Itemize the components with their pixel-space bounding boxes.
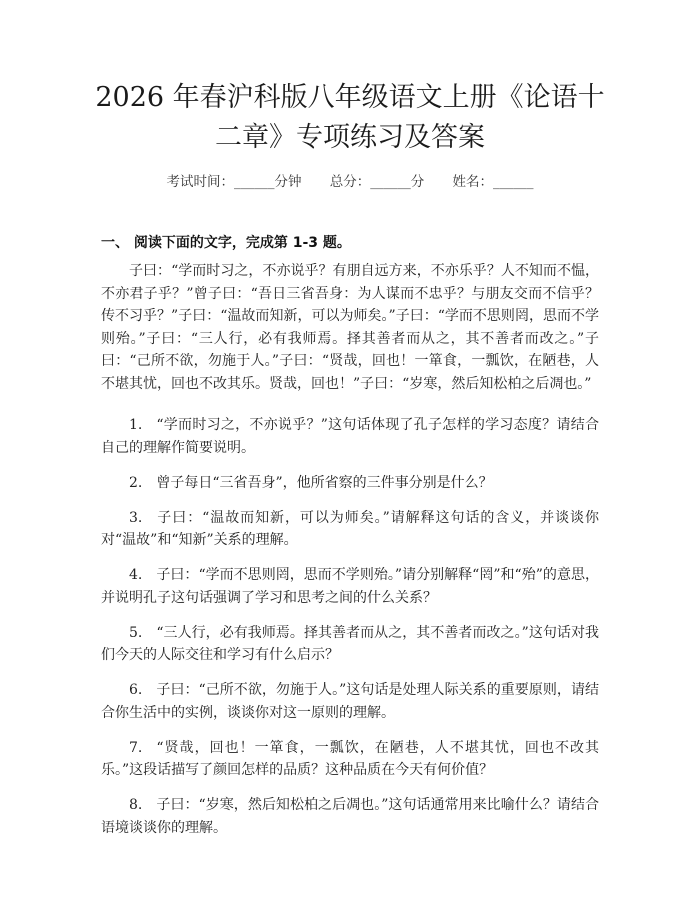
question-number: 2. [129,474,143,491]
question-item [101,507,599,552]
question-text: 曾子每日“三省吾身”，他所省察的三件事分别是什么？ [156,474,493,491]
question-number: 8. [129,797,143,813]
question-text: “学而时习之，不亦说乎？”这句话体现了孔子怎样的学习态度？请结合自己的理解作简要说明。 [101,417,599,456]
exam-meta [0,170,700,190]
question-item [101,414,599,459]
question-text: 子曰：“己所不欲，勿施于人。”这句话是处理人际关系的重要原则，请结合你生活中的实例，谈谈你对这一原则的理解。 [101,682,599,721]
student-name: 姓名：______ [452,174,534,190]
reading-passage: 子曰：“学而时习之，不亦说乎？有朋自远方来，不亦乐乎？人不知而不愠，不亦君子乎？”曾子曰：“吾日三省吾身：为人谋而不忠乎？与朋友交而不信乎？传不习乎？”子曰：“温故而知新，可以为师矣。”子曰：“学而不思则罔，思而不学则殆。”子曰：“三人行，必有我师焉。择其善者而从之，其不善者而改之。”子曰：“己所不欲，勿施于人。”子曰：“贤哉，回也！一箪食，一瓢饮，在陋巷，人不堪其忧，回也不改其乐。贤哉，回也！”子曰：“岁寒，然后知松柏之后凋也。” [101,263,599,392]
question-list [101,414,599,852]
question-number: 4. [129,567,143,583]
question-text: 子曰：“岁寒，然后知松柏之后凋也。”这句话通常用来比喻什么？请结合语境谈谈你的理解。 [101,797,599,836]
question-text: 子曰：“温故而知新，可以为师矣。”请解释这句话的含义，并谈谈你对“温故”和“知新”关系的理解。 [101,509,599,548]
question-number: 7. [129,739,143,756]
question-item [101,622,599,667]
question-number: 1. [129,417,143,433]
question-item [101,472,599,495]
question-item [101,679,599,724]
question-text: “三人行，必有我师焉。择其善者而从之，其不善者而改之。”这句话对我们今天的人际交往和学习有什么启示？ [101,624,599,663]
exam-time: 考试时间：______分钟 [166,174,302,190]
question-item [101,564,599,609]
question-text: 子曰：“学而不思则罔，思而不学则殆。”请分别解释“罔”和“殆”的意思，并说明孔子这句话强调了学习和思考之间的什么关系？ [101,567,599,606]
question-number: 6. [129,682,143,698]
question-text: “贤哉，回也！一箪食，一瓢饮，在陋巷，人不堪其忧，回也不改其乐。”这段话描写了颜回怎样的品质？这种品质在今天有何价值？ [101,739,599,778]
question-item [101,794,599,839]
total-score: 总分：______分 [329,174,425,190]
question-number: 5. [129,624,143,641]
document-title: 2026 年春沪科版八年级语文上册《论语十二章》专项练习及答案 [95,82,605,153]
question-number: 3. [129,509,143,526]
section-heading: 一、 阅读下面的文字，完成第 1-3 题。 [101,235,351,251]
question-item [101,737,599,782]
